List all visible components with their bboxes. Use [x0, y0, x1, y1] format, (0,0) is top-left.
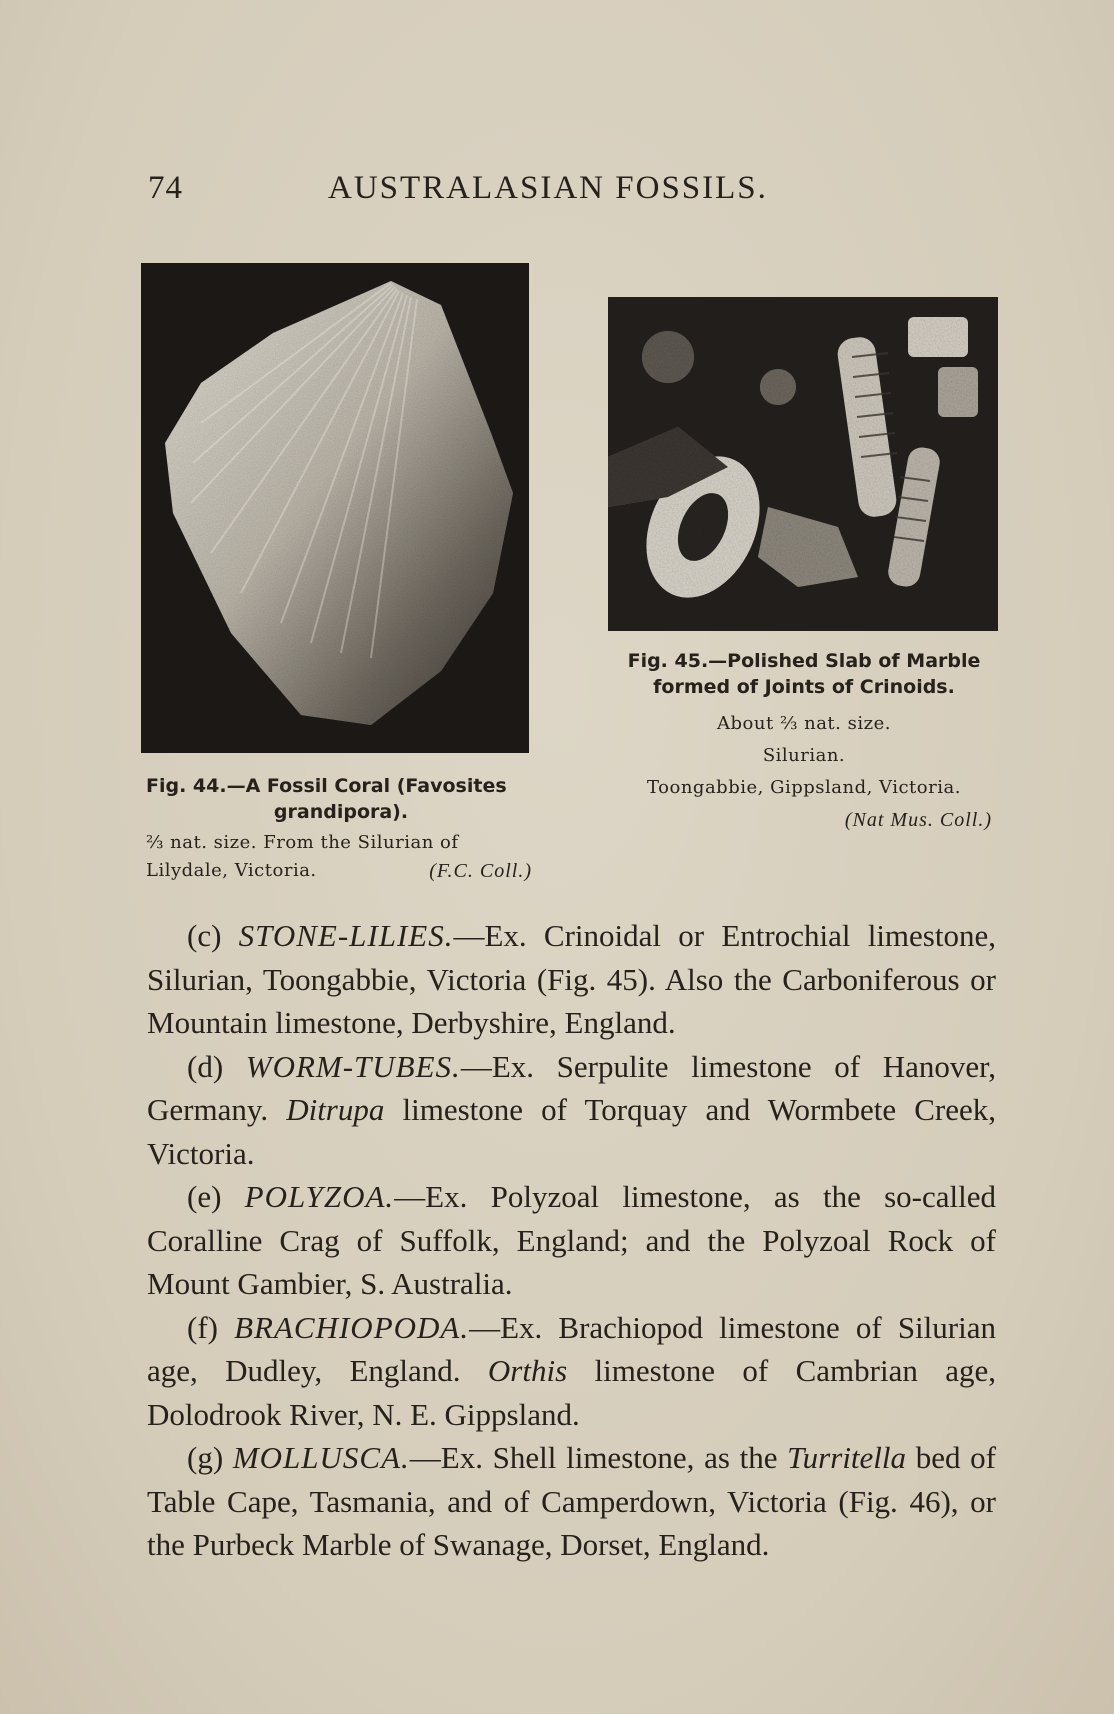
paragraph-text: limestone of Cambrian age, Dolodrook River, N. E. Gippsland.: [147, 1353, 996, 1432]
figure-44-collection: (F.C. Coll.): [429, 860, 532, 882]
genus-name: Ditrupa: [286, 1092, 385, 1127]
genus-name: Turritella: [787, 1440, 907, 1475]
paragraph-label: (g): [187, 1440, 233, 1475]
paragraph-label: (d): [187, 1048, 246, 1084]
figure-45-size: About ⅔ nat. size.: [717, 713, 891, 734]
page-header: [148, 170, 978, 220]
paragraph-text: bed of Table Cape, Tasmania, and of Camperdown, Victoria (Fig. 46), or the Purbeck Marble of Swanage, Dorset, England.: [147, 1440, 996, 1562]
paragraph-text: —Ex. Crinoidal or Entrochial limestone, Silurian, Toongabbie, Victoria (Fig. 45). Also the Carboniferous or Mountain limestone, Derbyshire, England.: [147, 918, 996, 1040]
paragraph-mollusca: [147, 1436, 996, 1567]
body-text: [147, 914, 996, 1567]
paragraph-worm-tubes: [147, 1045, 996, 1176]
fossil-coral-photo: [141, 263, 529, 753]
paragraph-text: —Ex. Shell limestone, as the: [409, 1440, 788, 1475]
section-heading: BRACHIOPODA.: [234, 1309, 470, 1345]
paragraph-text: limestone of Torquay and Wormbete Creek, Victoria.: [147, 1092, 996, 1171]
paragraph-text: —Ex. Serpulite limestone of Hanover, Germany.: [147, 1048, 996, 1127]
figure-44-title-line2: grandipora).: [273, 801, 409, 823]
running-title: AUSTRALASIAN FOSSILS.: [328, 170, 768, 206]
paragraph-text: —Ex. Brachiopod limestone of Silurian age, Dudley, England.: [147, 1309, 996, 1388]
paragraph-text: —Ex. Polyzoal limestone, as the so-called Coralline Crag of Suffolk, England; and the Polyzoal Rock of Mount Gambier, S. Australia.: [147, 1179, 997, 1301]
section-heading: STONE-LILIES.: [238, 918, 454, 953]
paragraph-stone-lilies: [147, 914, 996, 1045]
paragraph-label: (e): [187, 1179, 245, 1214]
figure-44-detail-line1: ⅔ nat. size. From the Silurian of: [146, 832, 459, 853]
figure-45-title-line2: formed of Joints of Crinoids.: [653, 676, 955, 698]
crinoid-slab-illustration: [608, 297, 998, 631]
figure-45-locality: Toongabbie, Gippsland, Victoria.: [647, 777, 961, 798]
genus-name: Orthis: [487, 1353, 568, 1388]
figure-45-title-line1: Fig. 45.—Polished Slab of Marble: [627, 650, 981, 672]
figure-44-caption: [146, 773, 536, 885]
paragraph-label: (c): [187, 918, 239, 953]
figure-45-collection: (Nat Mus. Coll.): [844, 809, 992, 831]
paragraph-label: (f): [187, 1309, 235, 1345]
crinoid-slab-photo: [608, 297, 998, 631]
section-heading: WORM-TUBES.: [245, 1048, 461, 1084]
fossil-coral-illustration: [141, 263, 529, 753]
figure-45-age: Silurian.: [762, 745, 846, 766]
figure-44-locality: Lilydale, Victoria.: [146, 860, 317, 881]
page-number: 74: [148, 170, 183, 206]
section-heading: MOLLUSCA.: [232, 1440, 410, 1475]
figure-44-title-line1: Fig. 44.—A Fossil Coral (Favosites: [146, 775, 507, 797]
paragraph-brachiopoda: [147, 1306, 996, 1437]
section-heading: POLYZOA.: [244, 1179, 395, 1214]
figure-45-caption: [608, 648, 1000, 836]
paragraph-polyzoa: [147, 1175, 996, 1306]
